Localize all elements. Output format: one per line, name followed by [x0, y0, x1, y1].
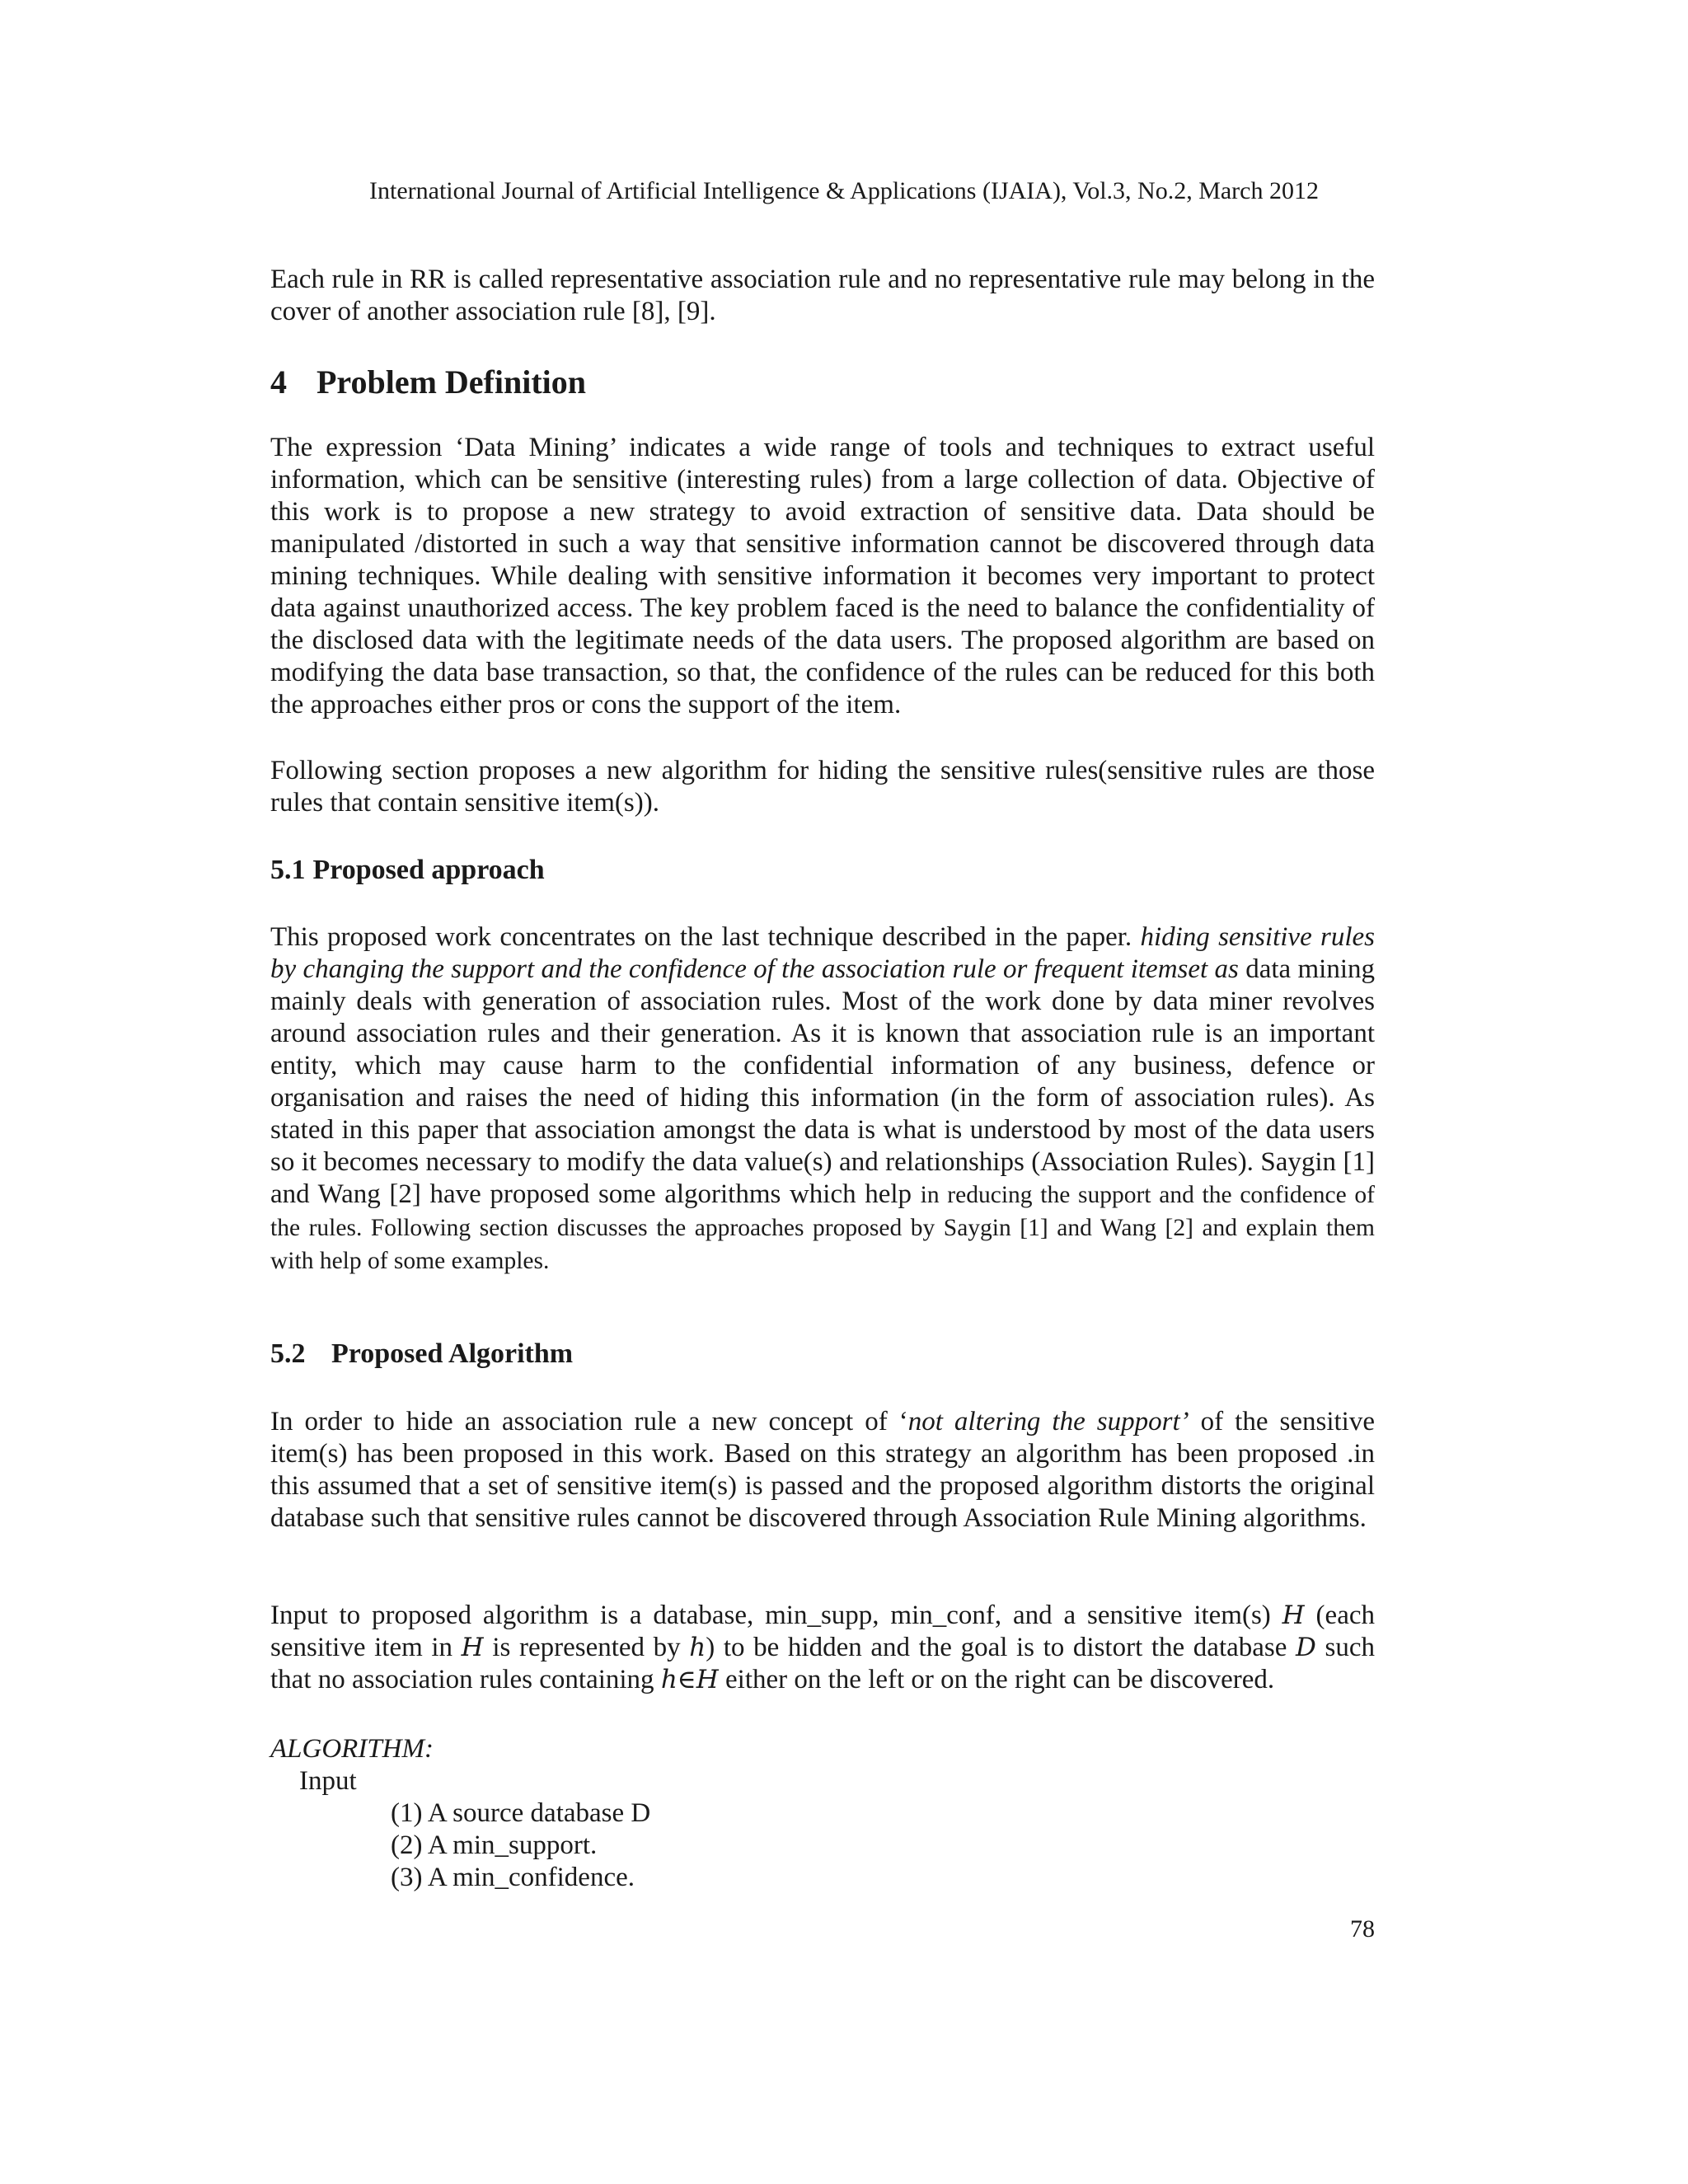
section-5-1-heading: [270, 853, 1375, 888]
section-4-heading: [270, 363, 1375, 402]
section-5-2-paragraph-2: [270, 1600, 1375, 1696]
section-5-1-paragraph: [270, 921, 1375, 1277]
page-number: 78: [1350, 1915, 1375, 1943]
math-D: D: [1296, 1633, 1316, 1662]
section-5-2-title: Proposed Algorithm: [331, 1338, 574, 1369]
algorithm-input-label: Input: [299, 1766, 357, 1796]
p2-text-5: such that no association rules containing: [270, 1633, 1375, 1694]
section-5-2-number: 5.2: [270, 1338, 306, 1369]
algorithm-input-list: [391, 1797, 650, 1894]
section-4-title: Problem Definition: [316, 363, 587, 401]
intro-paragraph: Each rule in RR is called representative association rule and no representative rule may belong in the cover of another association rule [8], [9].: [270, 265, 1375, 326]
math-h: h: [689, 1633, 706, 1662]
running-header: International Journal of Artificial Intelligence & Applications (IJAIA), Vol.3, No.2, March 2012: [369, 177, 1319, 204]
section-5-1-body: data mining mainly deals with generation of association rules. Most of the work done by data miner revolves around association rules and their generation. As it is known that association rule is an important entity, which may cause harm to the confidential information of any business, defence or organisation and raises the need of hiding this information (in the form of association rules). As stated in this paper that association amongst the data is what is understood by most of the data users so it becomes necessary to modify the data value(s) and relationships (Association Rules). Saygin [1] and Wang [2] have proposed some algorithms which help: [270, 954, 1376, 1209]
algorithm-title: ALGORITHM:: [270, 1734, 434, 1764]
section-4-paragraph-1: The expression ‘Data Mining’ indicates a wide range of tools and techniques to extract useful information, which can be sensitive (interesting rules) from a large collection of data. Objective of this work is to propose a new strategy to avoid extraction of sensitive data. Data should be manipulated /distorted in such a way that sensitive information cannot be discovered through data mining techniques. While dealing with sensitive information it becomes very important to protect data against unauthorized access. The key problem faced is the need to balance the confidentiality of the disclosed data with the legitimate needs of the data users. The proposed algorithm are based on modifying the data base transaction, so that, the confidence of the rules can be reduced for this both the approaches either pros or cons the support of the item.: [270, 433, 1375, 719]
section-5-2-paragraph-1: [270, 1406, 1375, 1535]
section-5-2-p1-italic: not altering the support’: [907, 1407, 1189, 1436]
math-h-in-H: h∈H: [660, 1665, 719, 1694]
section-5-1-tail: in reducing the support and the confidence of the rules. Following section discusses the approaches proposed by Saygin [1] and Wang [2] and explain them with help of some examples.: [270, 1182, 1376, 1274]
algorithm-input-item: (1) A source database D: [391, 1798, 651, 1828]
math-H-1: H: [1282, 1601, 1305, 1630]
algorithm-input-item: (3) A min_confidence.: [391, 1863, 635, 1892]
section-5-2-p1-rest: of the sensitive item(s) has been proposed in this work. Based on this strategy an algorithm has been proposed .in this assumed that a set of sensitive item(s) is passed and the proposed algorithm distorts the original database such that sensitive rules cannot be discovered through Association Rule Mining algorithms.: [270, 1407, 1375, 1533]
p2-text-3: is represented by: [483, 1633, 690, 1662]
section-5-1-italic-phrase: hiding sensitive rules by changing the support and the confidence of the association rule or frequent itemset as: [270, 922, 1376, 984]
section-5-1-lead: This proposed work concentrates on the last technique described in the paper.: [270, 922, 1132, 952]
section-4-paragraph-2: Following section proposes a new algorithm for hiding the sensitive rules(sensitive rules are those rules that contain sensitive item(s)).: [270, 756, 1375, 818]
p2-text-1: Input to proposed algorithm is a database, min_supp, min_conf, and a sensitive item(s): [270, 1601, 1282, 1630]
math-H-2: H: [461, 1633, 484, 1662]
p2-text-4: ) to be hidden and the goal is to distort the database: [706, 1633, 1296, 1662]
algorithm-input-item: (2) A min_support.: [391, 1830, 598, 1860]
p2-text-2: (each sensitive item in: [270, 1601, 1375, 1662]
p2-text-6: either on the left or on the right can be discovered.: [718, 1665, 1275, 1694]
section-5-1-number: 5.1: [270, 855, 306, 885]
section-5-2-p1-lead: In order to hide an association rule a new concept of ‘: [270, 1407, 908, 1436]
section-4-number: 4: [270, 363, 287, 401]
section-5-1-title: Proposed approach: [312, 855, 545, 885]
section-5-2-heading: [270, 1337, 1375, 1371]
